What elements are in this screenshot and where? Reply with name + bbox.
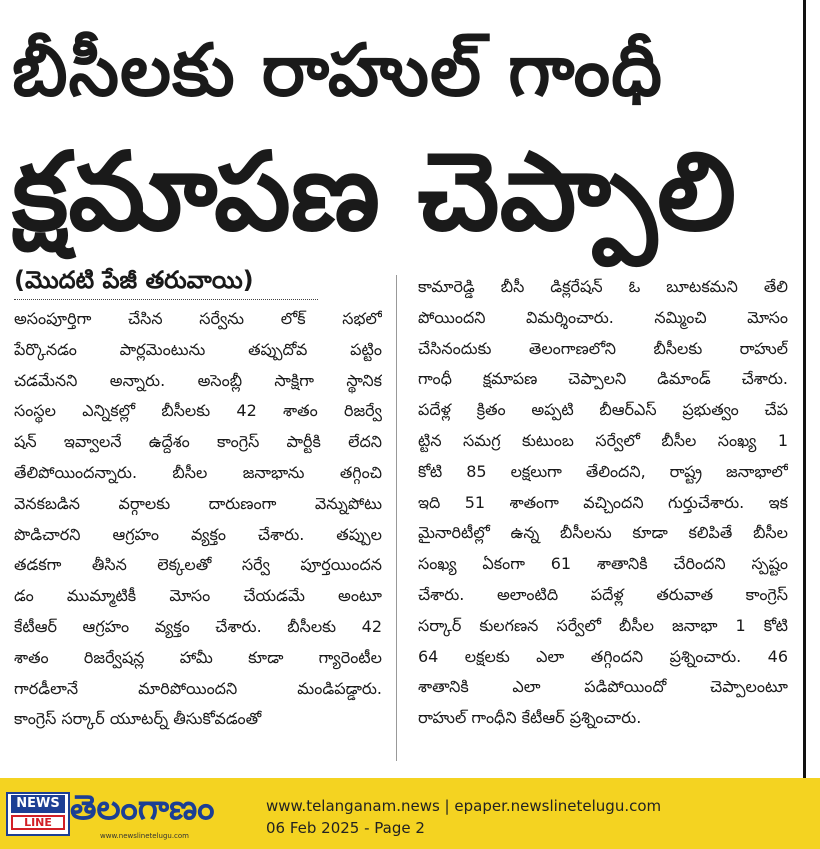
article-column-right [418,272,788,734]
newsline-logo [6,792,70,836]
article-line: ట్టిన సమగ్ర కుటుంబ సర్వేలో బీసీల సంఖ్య 1 [418,430,788,450]
article-column-left [14,304,382,735]
page-border-rule [803,0,806,778]
continuation-subheading: (మొదటి పేజీ తరువాయి) [14,266,254,294]
logo-news-text: NEWS [11,795,65,813]
article-line: 64 లక్షలకు ఎలా తగ్గిందని ప్రశ్నించారు. 46 [418,646,788,666]
article-line: పేర్కొనడం పార్లమెంటును తప్పుదోవ పట్టిం [14,339,382,359]
article-line: అసంపూర్తిగా చేసిన సర్వేను లోక్ సభలో [14,309,382,328]
article-line: చేశారు. అలాంటిది పదేళ్ల తరువాత కాంగ్రెస్ [418,584,788,604]
logo-url: www.newslinetelugu.com [100,832,189,840]
article-line: పదేళ్ల క్రితం అప్పటి బీఆర్ఎస్ ప్రభుత్వం చేప [418,400,788,420]
article-line: పోయిందని విమర్శించారు. నమ్మించి మోసం [418,307,788,327]
article-line: కోటి 85 లక్షలుగా తేలిందని, రాష్ట్ర జనాభాలో [418,461,788,481]
article-line: డం ముమ్మాటికీ మోసం చేయడమే అంటూ [14,586,382,606]
article-line: కామారెడ్డి బీసీ డిక్లరేషన్ ఓ బూటకమని తేలి [418,277,788,296]
article-line: కేటీఆర్ ఆగ్రహం వ్యక్తం చేశారు. బీసీలకు 42 [14,616,382,636]
article-line: సర్కార్ కులగణన సర్వేలో బీసీల జనాభా 1 కోటి [418,615,788,635]
article-line: ఇది 51 శాతంగా వచ్చిందని గుర్తుచేశారు. ఇక [418,492,788,512]
article-line: తేలిపోయిందన్నారు. బీసీల జనాభాను తగ్గించి [14,462,382,482]
footer-date-page: 06 Feb 2025 - Page 2 [266,819,425,837]
article-line: పొడిచారని ఆగ్రహం వ్యక్తం చేశారు. తప్పుల [14,524,382,544]
article-line: మైనారిటీల్లో ఉన్న బీసీలను కూడా కలిపితే బీసీల [418,523,788,543]
article-line: సంస్థల ఎన్నికల్లో బీసీలకు 42 శాతం రిజర్వే [14,401,382,421]
article-line: రాహుల్ గాంధీని కేటీఆర్ ప్రశ్నించారు. [418,708,642,728]
article-line: చేసినందుకు తెలంగాణలోని బీసీలకు రాహుల్ [418,338,788,358]
article-line: శాతానికి ఎలా పడిపోయిందో చెప్పాలంటూ [418,677,788,697]
telanganam-wordmark: తెలంగాణం [70,788,215,828]
article-line: షన్ ఇవ్వాలనే ఉద్దేశం కాంగ్రెస్ పార్టీకి లేదని [14,432,382,452]
article-line: గాంధీ క్షమాపణ చెప్పాలని డిమాండ్ చేశారు. [418,369,788,389]
subheading-underline [14,299,318,300]
article-line: కాంగ్రెస్ సర్కార్ యూటర్న్ తీసుకోవడంతో [14,709,262,729]
article-line: వెనకబడిన వర్గాలకు దారుణంగా వెన్నుపోటు [14,493,382,513]
article-line: తడకగా తీసిన లెక్కలతో సర్వే పూర్తయిందన [14,555,382,575]
column-divider [396,275,397,761]
logo-line-text: LINE [11,815,65,830]
article-line: సంఖ్య ఏకంగా 61 శాతానికి చేరిందని స్పష్టం [418,554,788,574]
footer-websites: www.telanganam.news | epaper.newslinetelugu.com [266,797,662,815]
article-line: చడమేనని అన్నారు. అసెంబ్లీ సాక్షిగా స్థానిక [14,370,382,390]
article-line: శాతం రిజర్వేషన్ల హామీ కూడా గ్యారెంటీల [14,647,382,667]
article-line: గారడీలానే మారిపోయిందని మండిపడ్డారు. [14,678,382,698]
headline-line-1: బీసీలకు రాహుల్ గాంధీ [12,28,663,112]
headline-line-2: క్షమాపణ చెప్పాలి [12,130,737,255]
